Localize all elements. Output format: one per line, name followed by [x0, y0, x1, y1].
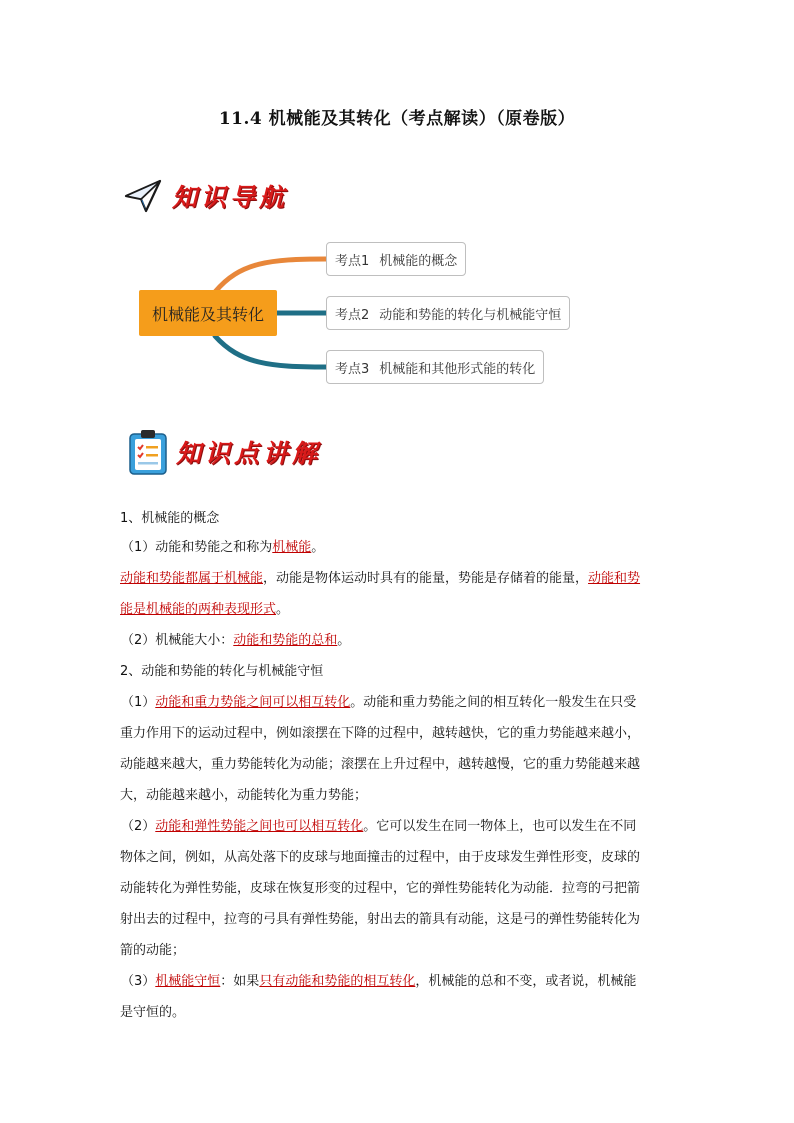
highlight-term: 只有动能和势能的相互转化 [259, 974, 416, 989]
paragraph-line: 物体之间，例如，从高处落下的皮球与地面撞击的过程中，由于皮球发生弹性形变，皮球的 [120, 850, 641, 865]
knowledge-explain-label: 知识点讲解 [176, 439, 322, 468]
paragraph-line [120, 811, 680, 842]
paragraph-line: 重力作用下的运动过程中，例如滚摆在下降的过程中，越转越快，它的重力势能越来越小， [120, 726, 641, 741]
text-run: （1） [121, 695, 156, 710]
highlight-term: 动能和势能都属于机械能 [120, 571, 264, 586]
highlight-term: 动能和弹性势能之间也可以相互转化 [155, 819, 364, 834]
text-run: ，机械能的总和不变，或者说，机械能 [415, 974, 637, 989]
paragraph-line [120, 966, 680, 997]
node-text: 机械能和其他形式能的转化 [379, 361, 536, 377]
node-text: 机械能的概念 [379, 253, 458, 269]
node-number: 考点2 [335, 307, 370, 323]
paragraph-line [120, 563, 680, 594]
text-run: （2） [121, 819, 156, 834]
paragraph-line: 大，动能越来越小，动能转化为重力势能； [120, 788, 368, 803]
highlight-term: 动能和重力势能之间可以相互转化 [155, 695, 351, 710]
text-run: （2）机械能大小： [121, 633, 234, 648]
section-heading-2: 2、动能和势能的转化与机械能守恒 [120, 664, 324, 679]
paragraph-line: 是守恒的。 [120, 1005, 186, 1020]
highlight-term: 能是机械能的两种表现形式 [120, 602, 277, 617]
node-number: 考点3 [335, 361, 370, 377]
branch-line-1 [215, 259, 326, 292]
text-run: 。动能和重力势能之间的相互转化一般发生在只受 [350, 695, 637, 710]
text-run: ：如果 [220, 974, 260, 989]
paragraph-line [120, 594, 680, 625]
text-run: 。 [276, 602, 290, 617]
section-heading-1: 1、机械能的概念 [120, 511, 220, 526]
highlight-term: 机械能守恒 [155, 974, 221, 989]
branch-line-3 [215, 336, 326, 367]
text-run: （1）动能和势能之和称为 [121, 540, 273, 555]
paragraph-line [120, 532, 680, 563]
paragraph-line: 射出去的过程中，拉弯的弓具有弹性势能，射出去的箭具有动能，这是弓的弹性势能转化为 [120, 912, 641, 927]
paragraph-line [120, 687, 680, 718]
explanation-body [120, 505, 680, 1028]
clipboard-checklist-icon [128, 428, 168, 476]
mindmap-node-2 [326, 296, 570, 330]
text-run: 。 [311, 540, 325, 555]
node-number: 考点1 [335, 253, 370, 269]
node-text: 动能和势能的转化与机械能守恒 [379, 307, 562, 323]
text-run: （3） [121, 974, 156, 989]
mindmap-node-1 [326, 242, 466, 276]
paragraph-line: 箭的动能； [120, 943, 186, 958]
text-run: ，动能是物体运动时具有的能量，势能是存储着的能量， [263, 571, 589, 586]
text-run: 。它可以发生在同一物体上，也可以发生在不同 [363, 819, 637, 834]
text-run: 。 [337, 633, 351, 648]
highlight-term: 机械能 [272, 540, 312, 555]
highlight-term: 动能和势能的总和 [233, 633, 338, 648]
highlight-term: 动能和势 [588, 571, 641, 586]
paragraph-line [120, 625, 680, 656]
knowledge-nav-label: 知识导航 [172, 183, 289, 212]
paragraph-line: 动能越来越大，重力势能转化为动能；滚摆在上升过程中，越转越慢，它的重力势能越来越 [120, 757, 641, 772]
mindmap-node-3 [326, 350, 544, 384]
page-title: 11.4 机械能及其转化（考点解读）（原卷版） [218, 109, 576, 129]
knowledge-explain-heading [128, 428, 321, 476]
paragraph-line: 动能转化为弹性势能，皮球在恢复形变的过程中，它的弹性势能转化为动能．拉弯的弓把箭 [120, 881, 641, 896]
mindmap-central-topic: 机械能及其转化 [139, 290, 277, 336]
